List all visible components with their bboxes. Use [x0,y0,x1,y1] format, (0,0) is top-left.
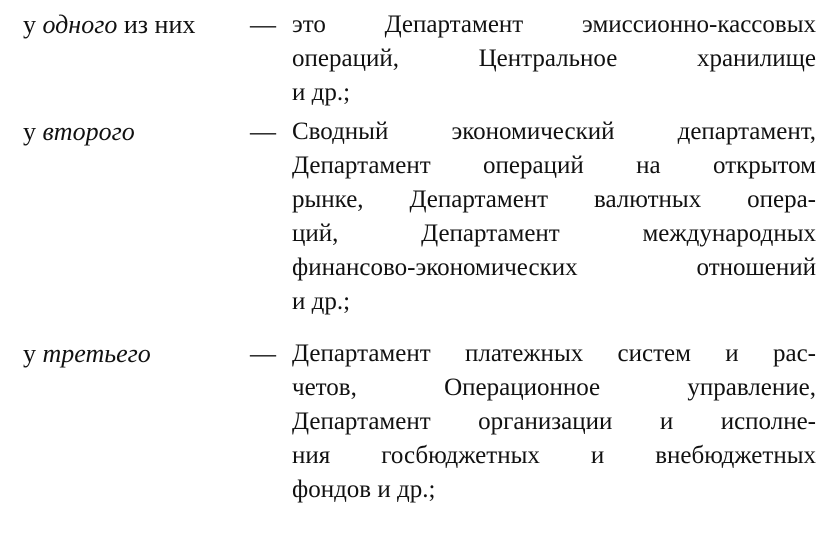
description-line: рынке, Департамент валютных опера- [292,186,816,213]
entry-description [292,8,816,110]
description-line: ния госбюджетных и внебюджетных [292,442,816,469]
description-line: четов, Операционное управление, [292,374,816,401]
description-line: операций, Центральное хранилище [292,45,816,72]
entry-label-prefix: у [23,339,43,368]
entry-label-prefix: у [23,117,43,146]
description-line: и др.; [292,79,351,106]
description-line: финансово-экономических отношений [292,254,816,281]
entry-label-emphasis: одного [42,10,118,39]
entry-label-prefix: у [23,10,43,39]
description-line: и др.; [292,288,351,315]
entry-description [292,337,816,507]
description-line: фондов и др.; [292,476,436,503]
description-line: ций, Департамент международных [292,220,816,247]
entry-label [23,337,151,371]
description-line: Департамент платежных систем и рас- [292,340,816,367]
entry-label-suffix: из них [117,10,196,39]
description-line: Сводный экономический департамент, [292,118,816,145]
entry-label-emphasis: второго [42,117,135,146]
description-line: Департамент операций на открытом [292,152,816,179]
description-line: Департамент организации и исполне- [292,408,816,435]
entry-description [292,115,816,319]
description-line: это Департамент эмиссионно-кассовых [292,11,816,38]
entry-dash: — [250,10,276,39]
entry-dash: — [250,339,276,368]
entry-label [23,8,195,42]
entry-label [23,115,135,149]
entry-label-emphasis: третьего [42,339,151,368]
entry-dash: — [250,117,276,146]
